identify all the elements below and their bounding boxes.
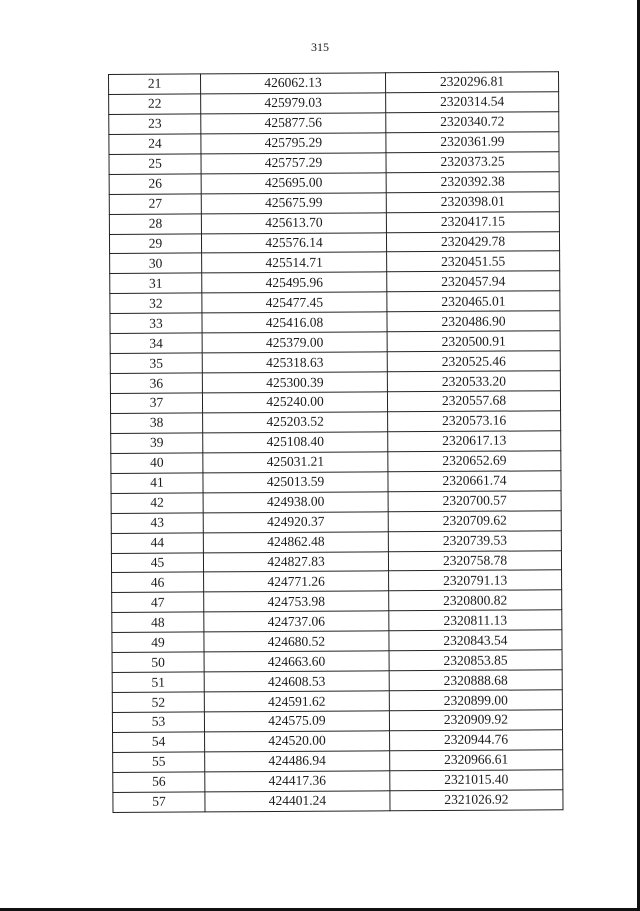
y-coordinate-cell: 2320465.01 xyxy=(387,291,560,312)
point-number-cell: 28 xyxy=(109,213,201,233)
x-coordinate-cell: 424737.06 xyxy=(204,611,389,632)
y-coordinate-cell: 2320361.99 xyxy=(386,132,559,153)
point-number-cell: 54 xyxy=(113,732,205,752)
point-number-cell: 35 xyxy=(110,353,202,373)
y-coordinate-cell: 2320533.20 xyxy=(387,371,560,392)
y-coordinate-cell: 2321015.40 xyxy=(390,770,563,791)
x-coordinate-cell: 425757.29 xyxy=(201,153,386,174)
x-coordinate-cell: 424680.52 xyxy=(204,631,389,652)
table-row xyxy=(112,570,562,593)
y-coordinate-cell: 2320373.25 xyxy=(386,151,559,172)
x-coordinate-cell: 425240.00 xyxy=(202,392,387,413)
y-coordinate-cell: 2320909.92 xyxy=(389,710,562,731)
y-coordinate-cell: 2320888.68 xyxy=(389,670,562,691)
table-row xyxy=(112,650,562,673)
table-row xyxy=(109,191,559,214)
x-coordinate-cell: 425318.63 xyxy=(202,352,387,373)
table-row xyxy=(110,371,560,394)
point-number-cell: 22 xyxy=(109,94,201,114)
y-coordinate-cell: 2320652.69 xyxy=(388,451,561,472)
table-row xyxy=(112,690,562,713)
x-coordinate-cell: 424591.62 xyxy=(204,691,389,712)
x-coordinate-cell: 425514.71 xyxy=(202,252,387,273)
x-coordinate-cell: 425877.56 xyxy=(201,113,386,134)
point-number-cell: 37 xyxy=(110,393,202,413)
table-row xyxy=(111,550,561,573)
x-coordinate-cell: 424771.26 xyxy=(204,571,389,592)
point-number-cell: 57 xyxy=(113,792,205,812)
point-number-cell: 36 xyxy=(110,373,202,393)
x-coordinate-cell: 425795.29 xyxy=(201,133,386,154)
y-coordinate-cell: 2320314.54 xyxy=(386,92,559,113)
y-coordinate-cell: 2320966.61 xyxy=(390,750,563,771)
table-row xyxy=(109,151,559,174)
point-number-cell: 47 xyxy=(112,592,204,612)
table-row xyxy=(109,72,559,95)
point-number-cell: 50 xyxy=(112,652,204,672)
point-number-cell: 21 xyxy=(109,74,201,94)
point-number-cell: 39 xyxy=(111,433,203,453)
point-number-cell: 52 xyxy=(112,692,204,712)
table-row xyxy=(112,710,562,733)
y-coordinate-cell: 2320944.76 xyxy=(390,730,563,751)
x-coordinate-cell: 425695.00 xyxy=(201,172,386,193)
x-coordinate-cell: 425416.08 xyxy=(202,312,387,333)
table-row xyxy=(109,92,559,115)
table-row xyxy=(110,291,560,314)
table-row xyxy=(109,231,559,254)
point-number-cell: 49 xyxy=(112,632,204,652)
table-row xyxy=(112,610,562,633)
point-number-cell: 34 xyxy=(110,333,202,353)
coordinate-table-body xyxy=(109,72,563,812)
x-coordinate-cell: 424520.00 xyxy=(205,731,390,752)
x-coordinate-cell: 425613.70 xyxy=(201,212,386,233)
y-coordinate-cell: 2320811.13 xyxy=(389,610,562,631)
x-coordinate-cell: 424486.94 xyxy=(205,751,390,772)
point-number-cell: 42 xyxy=(111,493,203,513)
table-row xyxy=(110,271,560,294)
table-row xyxy=(111,490,561,513)
table-row xyxy=(113,750,563,773)
x-coordinate-cell: 424938.00 xyxy=(203,491,388,512)
point-number-cell: 43 xyxy=(111,513,203,533)
point-number-cell: 46 xyxy=(112,572,204,592)
coordinate-table xyxy=(108,71,564,812)
table-row xyxy=(112,670,562,693)
y-coordinate-cell: 2320398.01 xyxy=(386,191,559,212)
point-number-cell: 56 xyxy=(113,772,205,792)
y-coordinate-cell: 2320617.13 xyxy=(388,431,561,452)
y-coordinate-cell: 2320573.16 xyxy=(388,411,561,432)
point-number-cell: 27 xyxy=(109,194,201,214)
table-row xyxy=(110,391,560,414)
table-row xyxy=(110,331,560,354)
point-number-cell: 32 xyxy=(110,293,202,313)
x-coordinate-cell: 425477.45 xyxy=(202,292,387,313)
y-coordinate-cell: 2320709.62 xyxy=(388,510,561,531)
point-number-cell: 45 xyxy=(111,552,203,572)
x-coordinate-cell: 424827.83 xyxy=(203,551,388,572)
table-row xyxy=(111,451,561,474)
y-coordinate-cell: 2320392.38 xyxy=(386,171,559,192)
point-number-cell: 24 xyxy=(109,134,201,154)
table-row xyxy=(113,770,563,793)
x-coordinate-cell: 425031.21 xyxy=(203,452,388,473)
table-row xyxy=(113,730,563,753)
y-coordinate-cell: 2320417.15 xyxy=(386,211,559,232)
point-number-cell: 40 xyxy=(111,453,203,473)
y-coordinate-cell: 2320557.68 xyxy=(387,391,560,412)
y-coordinate-cell: 2320661.74 xyxy=(388,470,561,491)
x-coordinate-cell: 425013.59 xyxy=(203,472,388,493)
coordinate-table-container xyxy=(108,71,563,812)
point-number-cell: 38 xyxy=(111,413,203,433)
table-row xyxy=(111,510,561,533)
x-coordinate-cell: 425300.39 xyxy=(202,372,387,393)
x-coordinate-cell: 424575.09 xyxy=(204,711,389,732)
table-row xyxy=(113,789,563,812)
point-number-cell: 51 xyxy=(112,672,204,692)
point-number-cell: 26 xyxy=(109,174,201,194)
x-coordinate-cell: 424920.37 xyxy=(203,511,388,532)
x-coordinate-cell: 425979.03 xyxy=(201,93,386,114)
x-coordinate-cell: 425108.40 xyxy=(203,432,388,453)
y-coordinate-cell: 2320451.55 xyxy=(387,251,560,272)
table-row xyxy=(112,630,562,653)
x-coordinate-cell: 424417.36 xyxy=(205,771,390,792)
x-coordinate-cell: 425495.96 xyxy=(202,272,387,293)
point-number-cell: 31 xyxy=(110,273,202,293)
table-row xyxy=(111,530,561,553)
point-number-cell: 55 xyxy=(113,752,205,772)
y-coordinate-cell: 2320486.90 xyxy=(387,311,560,332)
y-coordinate-cell: 2320429.78 xyxy=(386,231,559,252)
table-row xyxy=(109,132,559,155)
page-number: 315 xyxy=(311,40,329,54)
x-coordinate-cell: 424608.53 xyxy=(204,671,389,692)
table-row xyxy=(111,470,561,493)
point-number-cell: 41 xyxy=(111,473,203,493)
y-coordinate-cell: 2320853.85 xyxy=(389,650,562,671)
x-coordinate-cell: 425675.99 xyxy=(201,192,386,213)
point-number-cell: 48 xyxy=(112,612,204,632)
table-row xyxy=(111,411,561,434)
point-number-cell: 23 xyxy=(109,114,201,134)
y-coordinate-cell: 2320296.81 xyxy=(385,72,558,93)
point-number-cell: 53 xyxy=(112,712,204,732)
x-coordinate-cell: 424401.24 xyxy=(205,791,390,812)
x-coordinate-cell: 426062.13 xyxy=(201,73,386,94)
table-row xyxy=(110,251,560,274)
table-row xyxy=(110,351,560,374)
x-coordinate-cell: 424862.48 xyxy=(203,531,388,552)
y-coordinate-cell: 2321026.92 xyxy=(390,789,563,810)
y-coordinate-cell: 2320525.46 xyxy=(387,351,560,372)
table-row xyxy=(109,112,559,135)
x-coordinate-cell: 424663.60 xyxy=(204,651,389,672)
y-coordinate-cell: 2320700.57 xyxy=(388,490,561,511)
table-row xyxy=(112,590,562,613)
y-coordinate-cell: 2320758.78 xyxy=(388,550,561,571)
point-number-cell: 25 xyxy=(109,154,201,174)
y-coordinate-cell: 2320791.13 xyxy=(389,570,562,591)
y-coordinate-cell: 2320500.91 xyxy=(387,331,560,352)
y-coordinate-cell: 2320457.94 xyxy=(387,271,560,292)
table-row xyxy=(111,431,561,454)
x-coordinate-cell: 425379.00 xyxy=(202,332,387,353)
table-row xyxy=(110,311,560,334)
table-row xyxy=(109,171,559,194)
y-coordinate-cell: 2320739.53 xyxy=(388,530,561,551)
point-number-cell: 29 xyxy=(109,233,201,253)
y-coordinate-cell: 2320843.54 xyxy=(389,630,562,651)
y-coordinate-cell: 2320800.82 xyxy=(389,590,562,611)
point-number-cell: 44 xyxy=(111,532,203,552)
y-coordinate-cell: 2320340.72 xyxy=(386,112,559,133)
x-coordinate-cell: 425203.52 xyxy=(203,412,388,433)
y-coordinate-cell: 2320899.00 xyxy=(389,690,562,711)
table-row xyxy=(109,211,559,234)
point-number-cell: 33 xyxy=(110,313,202,333)
point-number-cell: 30 xyxy=(110,253,202,273)
x-coordinate-cell: 425576.14 xyxy=(201,232,386,253)
x-coordinate-cell: 424753.98 xyxy=(204,591,389,612)
